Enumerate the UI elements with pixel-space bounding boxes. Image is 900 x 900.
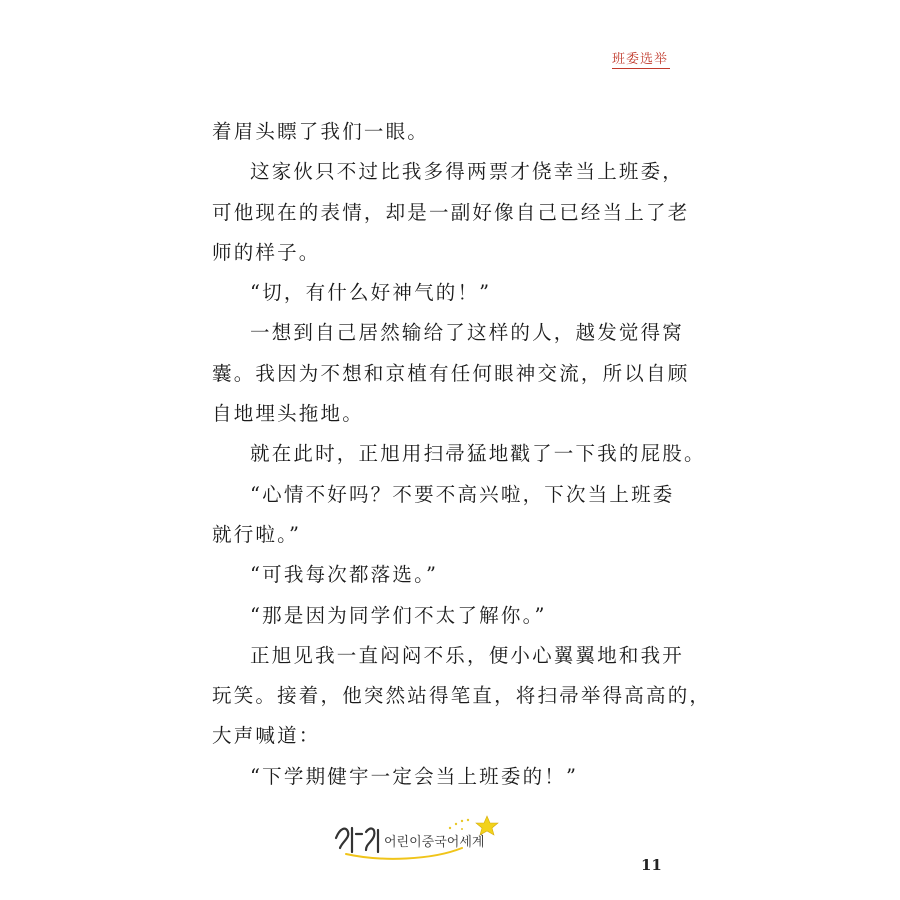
text-line: 着眉头瞟了我们一眼。 [212, 120, 430, 143]
header-divider [612, 68, 670, 69]
text-line: 这家伙只不过比我多得两票才侥幸当上班委， [250, 160, 685, 184]
text-line: 一想到自己居然输给了这样的人，越发觉得窝 [250, 321, 685, 345]
text-line: 囊。我因为不想和京植有任何眼神交流，所以自顾 [212, 361, 690, 385]
page-number: 11 [641, 856, 662, 874]
text-line: “切，有什么好神气的！” [250, 281, 492, 305]
chapter-title: 班委选举 [611, 52, 668, 67]
text-line: 自地埋头拖地。 [212, 402, 364, 426]
text-line: 玩笑。接着，他突然站得笔直，将扫帚举得高高的， [212, 684, 712, 708]
text-line: “心情不好吗？不要不高兴啦，下次当上班委 [250, 482, 675, 506]
text-line: 可他现在的表情，却是一副好像自己已经当上了老 [212, 200, 690, 224]
logo-wordmark: 어린이중국어세계 [384, 835, 485, 850]
text-line: “那是因为同学们不太了解你。” [250, 603, 547, 627]
text-line: 正旭见我一直闷闷不乐，便小心翼翼地和我开 [250, 643, 685, 667]
body-text [212, 112, 712, 797]
text-line: “下学期健宇一定会当上班委的！” [250, 764, 579, 788]
text-line: “可我每次都落选。” [250, 563, 439, 587]
text-line: 师的样子。 [212, 240, 321, 264]
text-line: 就行啦。” [212, 522, 302, 546]
text-line: 大声喊道： [212, 724, 321, 748]
publisher-logo [332, 808, 512, 868]
text-line: 就在此时，正旭用扫帚猛地戳了一下我的屁股。 [250, 442, 706, 466]
